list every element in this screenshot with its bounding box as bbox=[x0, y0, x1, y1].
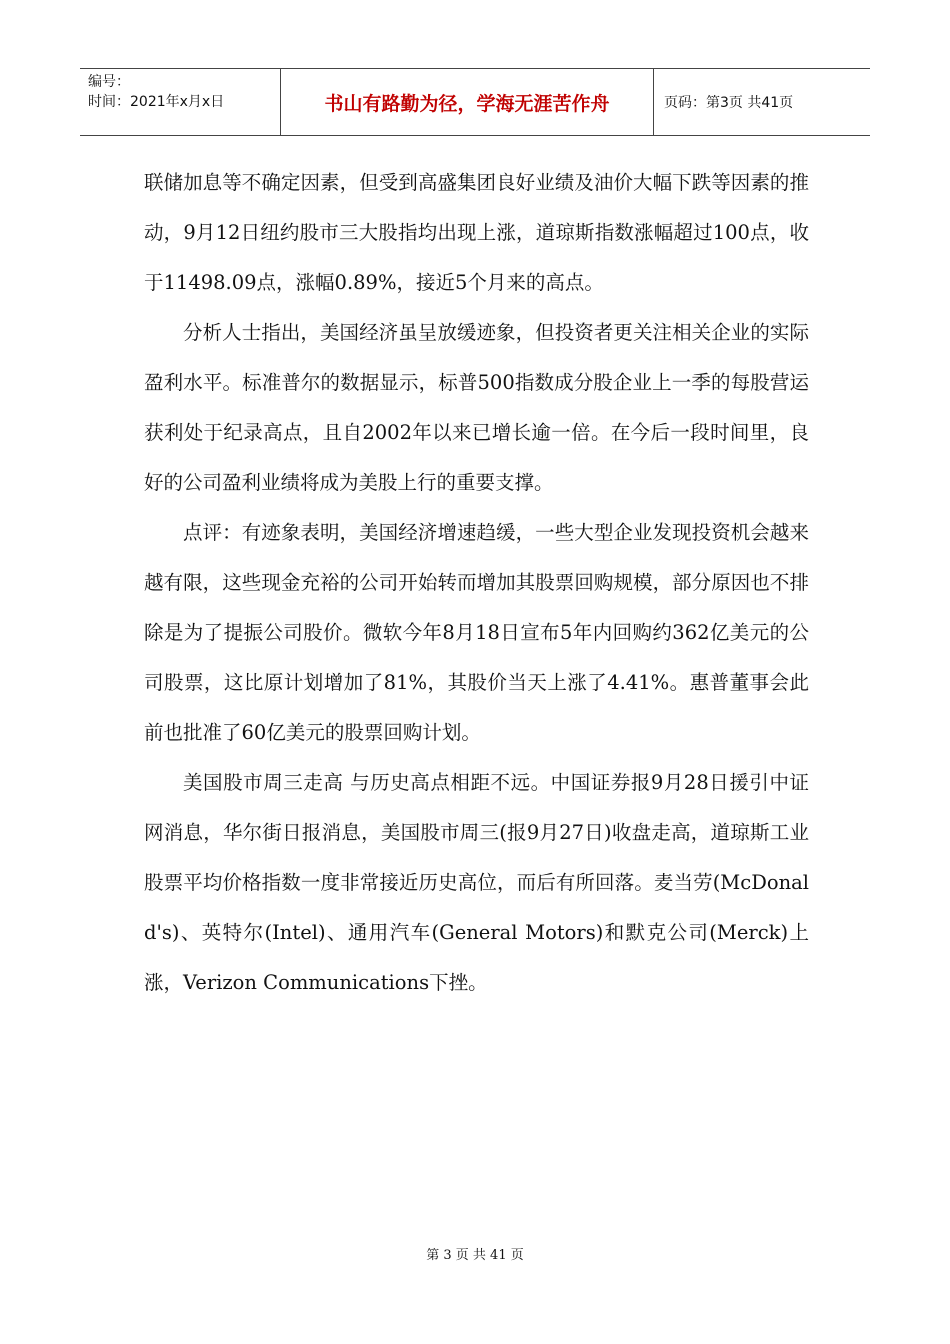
body-paragraph: 美国股市周三走高 与历史高点相距不远。中国证券报9月28日援引中证网消息，华尔街日报消息，美国股市周三(报9月27日)收盘走高，道琼斯工业股票平均价格指数一度非常接近历史高位，而后有所回落。麦当劳(McDonald's)、英特尔(Intel)、通用汽车(General Motors)和默克公司(Merck)上涨，Verizon Communications下挫。 bbox=[144, 771, 809, 994]
header-page-info: 页码：第3页 共41页 bbox=[664, 95, 794, 111]
body-paragraph: 联储加息等不确定因素，但受到高盛集团良好业绩及油价大幅下跌等因素的推动，9月12日纽约股市三大股指均出现上涨，道琼斯指数涨幅超过100点，收于11498.09点，涨幅0.89%，接近5个月来的高点。 bbox=[144, 171, 809, 294]
header-motto: 书山有路勤为径，学海无涯苦作舟 bbox=[281, 69, 654, 135]
page-header bbox=[80, 68, 870, 136]
page-footer: 第 3 页 共 41 页 bbox=[426, 1248, 524, 1263]
body-paragraph: 分析人士指出，美国经济虽呈放缓迹象，但投资者更关注相关企业的实际盈利水平。标准普尔的数据显示，标普500指数成分股企业上一季的每股营运获利处于纪录高点，且自2002年以来已增长逾一倍。在今后一段时间里，良好的公司盈利业绩将成为美股上行的重要支撑。 bbox=[144, 321, 809, 494]
document-body bbox=[144, 158, 809, 1008]
header-meta bbox=[80, 69, 281, 135]
document-time-label: 时间：2021年x月x日 bbox=[88, 94, 225, 110]
body-paragraph: 点评：有迹象表明，美国经济增速趋缓，一些大型企业发现投资机会越来越有限，这些现金充裕的公司开始转而增加其股票回购规模，部分原因也不排除是为了提振公司股价。微软今年8月18日宣布5年内回购约362亿美元的公司股票，这比原计划增加了81%，其股价当天上涨了4.41%。惠普董事会此前也批准了60亿美元的股票回购计划。 bbox=[144, 521, 809, 744]
document-number-label: 编号： bbox=[88, 74, 130, 90]
